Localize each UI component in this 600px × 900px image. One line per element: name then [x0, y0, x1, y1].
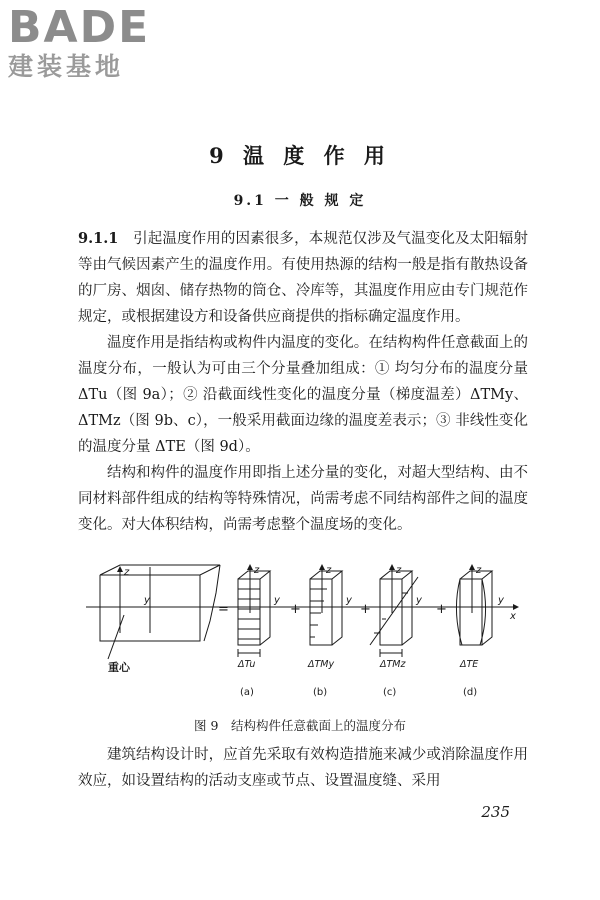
section-number: 9.1 [233, 193, 267, 209]
paragraph: 建筑结构设计时，应首先采取有效构造措施来减少或消除温度作用效应，如设置结构的活动支座或节点、设置温度缝、采用 [78, 747, 528, 789]
subfigure-label: (d) [463, 687, 478, 698]
paragraph: 温度作用是指结构或构件内温度的变化。在结构构件任意截面上的温度分布，一般认为可由三个分量叠加组成：① 均匀分布的温度分量ΔTu（图 9a）；② 沿截面线性变化的温度分量（梯度温差）ΔTMy、ΔTMz（图 9b、c），一般采用截面边缘的温度差表示；③ 非线性变化的温度分量 ΔTE（图 9d）。 [78, 335, 528, 455]
plus-sign: + [436, 602, 447, 617]
clause-paragraph [78, 226, 528, 330]
chapter-number: 9 [209, 143, 230, 168]
axis-label-y: y [144, 595, 150, 606]
section-b [310, 571, 342, 645]
axis-label-z: z [396, 565, 402, 576]
chapter-title [0, 140, 600, 170]
section-name: 一 般 规 定 [274, 193, 367, 209]
section-c [370, 571, 418, 645]
axis-label-z: z [254, 565, 260, 576]
section-title [0, 190, 600, 210]
logo [8, 4, 188, 82]
subfigure-label: (c) [383, 687, 397, 698]
section-d [456, 571, 492, 645]
axis-label-y: y [274, 595, 280, 606]
body-text [78, 226, 528, 538]
equals-sign: = [218, 602, 229, 617]
subfigure-label: (a) [240, 687, 254, 698]
tail-text [78, 742, 528, 794]
logo-subtitle: 建装基地 [8, 52, 125, 81]
axis-label-y: y [346, 595, 352, 606]
plus-sign: + [290, 602, 301, 617]
subfigure-label: (b) [313, 687, 328, 698]
section-a [238, 571, 270, 645]
member-block [100, 565, 220, 641]
delta-t-label: ΔTMz [380, 659, 406, 670]
centroid-label: 重心 [108, 661, 130, 674]
figure-caption: 图 9 结构构件任意截面上的温度分布 [194, 718, 406, 733]
delta-t-label: ΔTu [238, 659, 256, 670]
page-number: 235 [481, 803, 510, 821]
logo-brand: BADE [8, 2, 151, 53]
chapter-name: 温 度 作 用 [243, 143, 391, 168]
figure-9 [78, 563, 528, 708]
delta-t-label: ΔTMy [308, 659, 335, 670]
temperature-distribution-diagram [78, 563, 528, 708]
axis-label-y: y [416, 595, 422, 606]
paragraph: 结构和构件的温度作用即指上述分量的变化，对超大型结构、由不同材料部件组成的结构等特殊情况，尚需考虑不同结构部件之间的温度变化。对大体积结构，尚需考虑整个温度场的变化。 [78, 465, 528, 533]
axis-label-z: z [326, 565, 332, 576]
axis-label-z: z [124, 567, 130, 578]
clause-text: 引起温度作用的因素很多，本规范仅涉及气温变化及太阳辐射等由气候因素产生的温度作用。有使用热源的结构一般是指有散热设备的厂房、烟囱、储存热物的筒仓、冷库等，其温度作用应由专门规范作规定，或根据建设方和设备供应商提供的指标确定温度作用。 [78, 231, 529, 325]
axis-label-z: z [476, 565, 482, 576]
axis-label-y: y [498, 595, 504, 606]
delta-t-label: ΔTE [460, 659, 479, 670]
clause-number: 9.1.1 [78, 230, 119, 247]
plus-sign: + [360, 602, 371, 617]
axis-label-x: x [510, 611, 516, 622]
